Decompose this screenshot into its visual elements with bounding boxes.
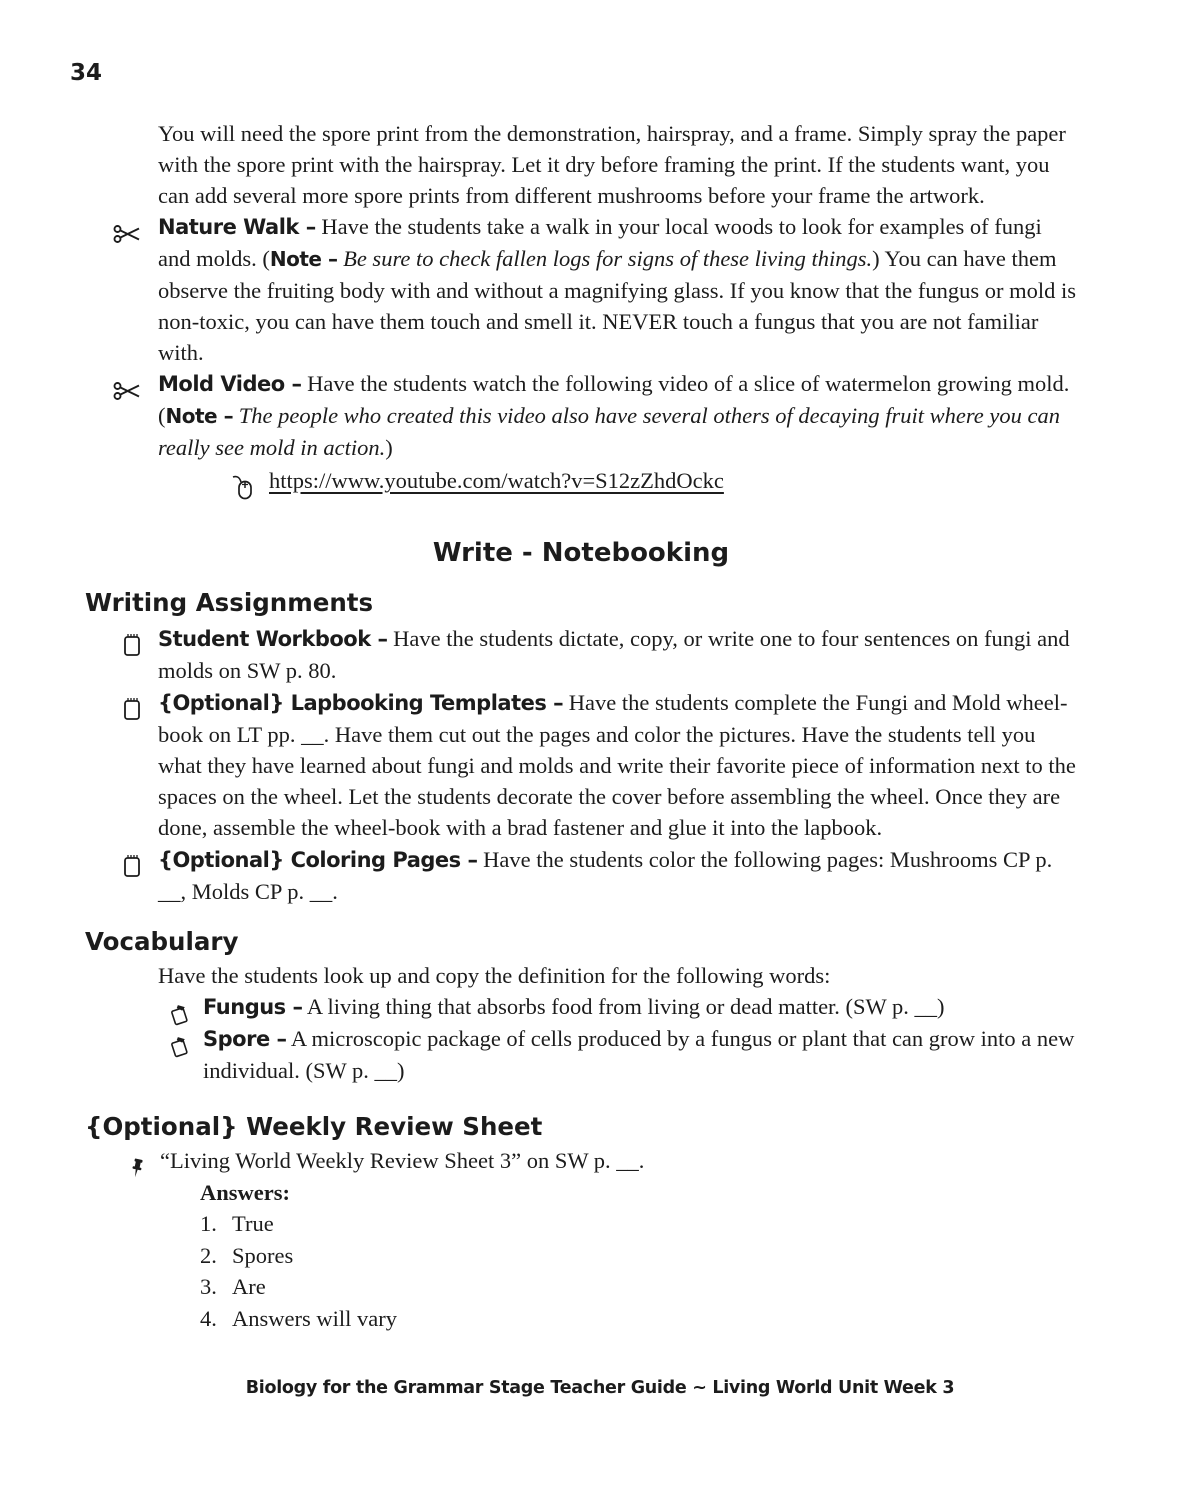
activity-mold-video: [85, 368, 1077, 496]
notepad-icon: [123, 627, 141, 658]
assignment-text: Have the students color the following pages: Mushrooms CP p. __, Molds CP p. __.: [158, 847, 1053, 904]
writing-assignments-list: [85, 623, 1077, 907]
heading-weekly-review: {Optional} Weekly Review Sheet: [85, 1112, 543, 1141]
assignment-label: {Optional} Lapbooking Templates –: [158, 691, 564, 715]
vocab-label: Spore –: [203, 1027, 287, 1051]
answer-item: True: [232, 1211, 274, 1236]
activity-label: Mold Video –: [158, 372, 302, 396]
answers-list: [232, 1208, 1077, 1334]
answer-item: Are: [232, 1274, 266, 1299]
activity-nature-walk: [85, 211, 1077, 368]
vocab-term-spore: [85, 1023, 1077, 1086]
assignment-lapbooking-templates: [85, 687, 1077, 843]
section-title-write-notebooking: Write - Notebooking: [432, 538, 730, 568]
assignment-coloring-pages: [85, 844, 1077, 907]
assignment-label: {Optional} Coloring Pages –: [158, 848, 478, 872]
mouse-icon: [231, 469, 255, 500]
youtube-link[interactable]: https://www.youtube.com/watch?v=S12zZhdOckc: [269, 468, 724, 493]
answers-label: Answers:: [200, 1180, 290, 1205]
note-label: Note –: [165, 404, 234, 428]
heading-writing-assignments: Writing Assignments: [85, 588, 374, 617]
page-footer: Biology for the Grammar Stage Teacher Guide ~ Living World Unit Week 3: [245, 1378, 955, 1398]
vocabulary-intro: Have the students look up and copy the definition for the following words:: [158, 963, 831, 988]
pushpin-icon: [129, 1151, 145, 1182]
note-text: Be sure to check fallen logs for signs of these living things.: [337, 246, 873, 271]
notepad-pencil-icon: [169, 1029, 191, 1060]
page-content: [85, 118, 1077, 1334]
intro-paragraph: You will need the spore print from the demonstration, hairspray, and a frame. Simply spray the paper with the spore print with the hairspray. Let it dry before framing the print. If the students want, you can add several more spore prints from different mushrooms before your frame the artwork.: [158, 121, 1066, 208]
assignment-student-workbook: [85, 623, 1077, 686]
assignment-text: Have the students complete the Fungi and Mold wheel-book on LT pp. __. Have them cut out the pages and color the pictures. Have the students tell you what they have learned about fungi and molds and write their favorite piece of information next to the spaces on the wheel. Let the students decorate the cover before assembling the wheel. Once they are done, assemble the wheel-book with a brad fastener and glue it into the lapbook.: [158, 690, 1076, 840]
assignment-label: Student Workbook –: [158, 627, 388, 651]
note-label: Note –: [269, 247, 338, 271]
scissors-icon: [113, 216, 141, 247]
page-number: 34: [70, 60, 103, 86]
heading-vocabulary: Vocabulary: [85, 927, 239, 956]
vocab-definition: A living thing that absorbs food from living or dead matter. (SW p. __): [302, 994, 945, 1019]
answer-item: Spores: [232, 1242, 294, 1268]
assignment-text: Have the students dictate, copy, or write one to four sentences on fungi and molds on SW p. 80.: [158, 626, 1070, 683]
video-link-row: [231, 465, 1077, 496]
notepad-icon: [123, 691, 141, 722]
activity-label: Nature Walk –: [158, 215, 316, 239]
vocab-term-fungus: [85, 991, 1077, 1023]
scissors-icon: [113, 373, 141, 404]
activity-text: Have the students take a walk in your local woods to look for examples of fungi and molds. (: [158, 214, 1042, 271]
activity-text-after: ) You can have them observe the fruiting body with and without a magnifying glass. If you know that the fungus or mold is non-toxic, you can have them touch and smell it. NEVER touch a fungus that you are not familiar with.: [158, 246, 1076, 365]
note-text: The people who created this video also have several others of decaying fruit where you can really see mold in action.: [158, 403, 1060, 460]
vocab-definition: A microscopic package of cells produced by a fungus or plant that can grow into a new individual. (SW p. __): [203, 1026, 1075, 1083]
activity-text: Have the students watch the following video of a slice of watermelon growing mold. (: [158, 371, 1070, 428]
activity-text-after: ): [385, 435, 393, 460]
notepad-icon: [123, 848, 141, 879]
vocab-label: Fungus –: [203, 995, 303, 1019]
answer-item: Answers will vary: [232, 1305, 397, 1331]
weekly-review-item: [85, 1145, 1077, 1176]
weekly-review-text: “Living World Weekly Review Sheet 3” on SW p. __.: [160, 1148, 645, 1173]
